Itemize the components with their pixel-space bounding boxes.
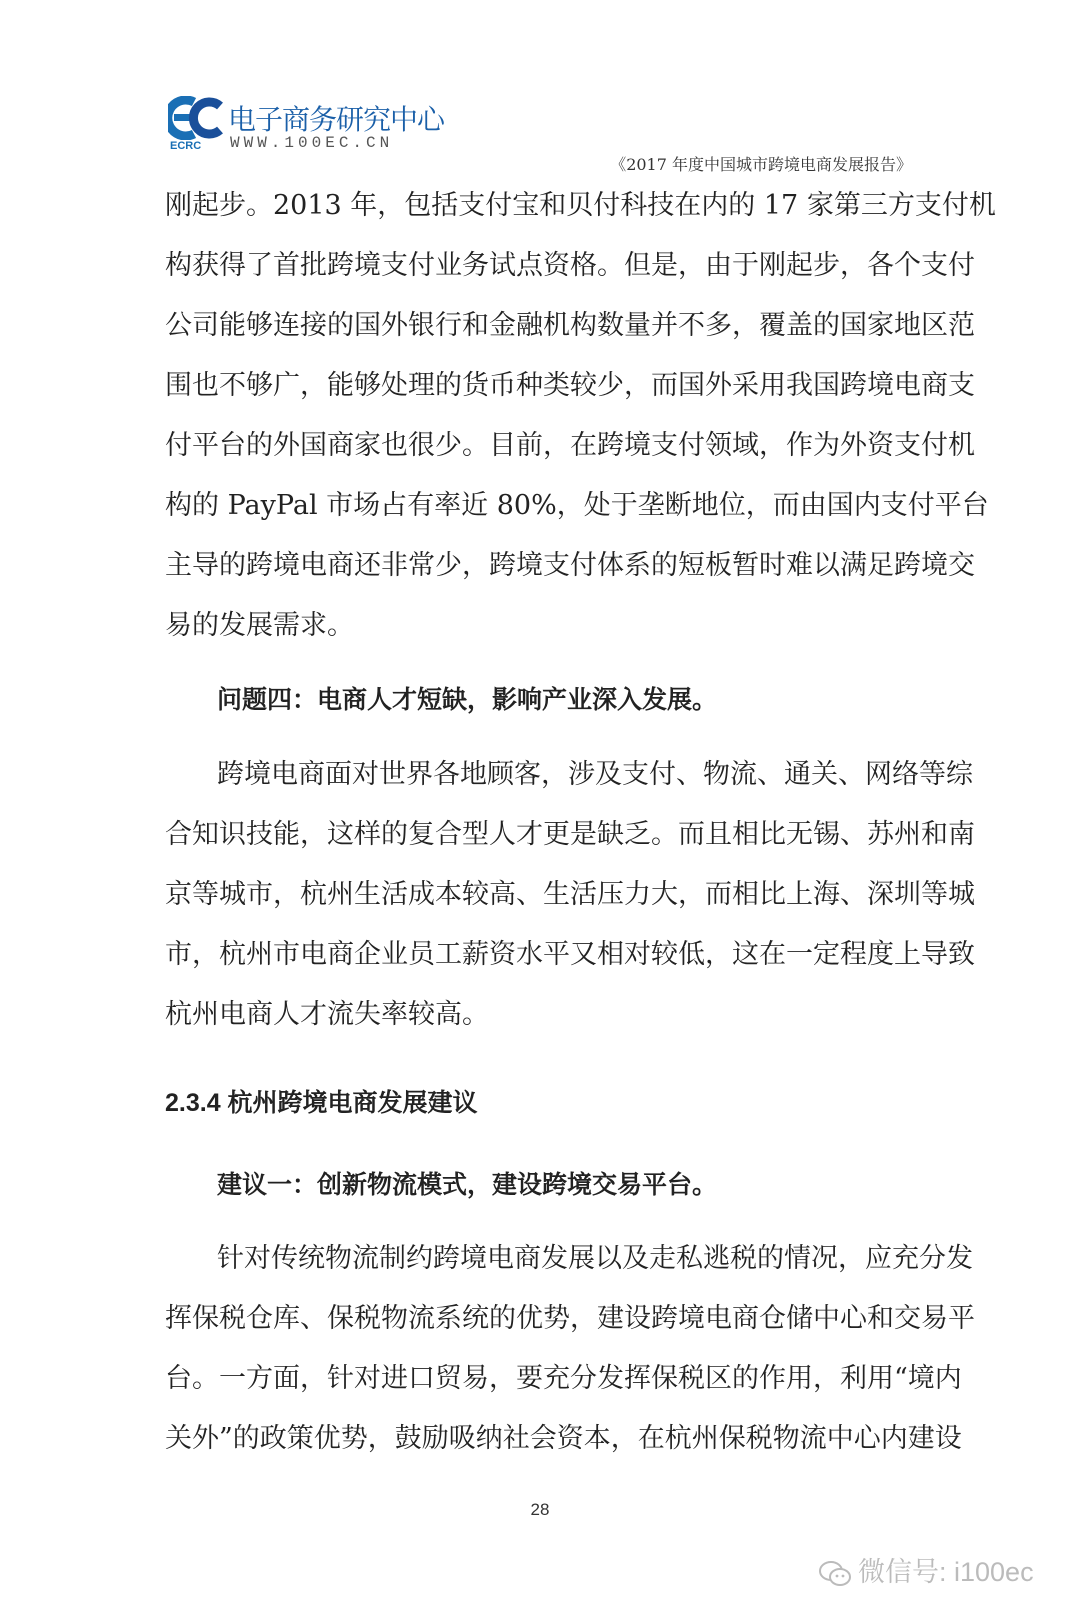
problem-heading: 问题四：电商人才短缺，影响产业深入发展。 xyxy=(217,685,718,714)
body-line: 易的发展需求。 xyxy=(165,610,354,641)
body-line: 主导的跨境电商还非常少，跨境支付体系的短板暂时难以满足跨境交 xyxy=(165,550,975,581)
page-number: 28 xyxy=(530,1500,550,1519)
body-line: 关外”的政策优势，鼓励吸纳社会资本，在杭州保税物流中心内建设 xyxy=(165,1423,962,1454)
body-line: 刚起步。2013 年，包括支付宝和贝付科技在内的 17 家第三方支付机 xyxy=(165,190,996,221)
body-line: 围也不够广，能够处理的货币种类较少，而国外采用我国跨境电商支 xyxy=(165,370,975,401)
body-line: 杭州电商人才流失率较高。 xyxy=(165,999,489,1030)
body-line: 台。一方面，针对进口贸易，要充分发挥保税区的作用，利用“境内 xyxy=(165,1363,962,1394)
body-line: 市，杭州市电商企业员工薪资水平又相对较低，这在一定程度上导致 xyxy=(165,939,975,970)
body-line: 付平台的外国商家也很少。目前，在跨境支付领域，作为外资支付机 xyxy=(165,430,975,461)
body-line: 构获得了首批跨境支付业务试点资格。但是，由于刚起步，各个支付 xyxy=(165,250,975,281)
body-line: 公司能够连接的国外银行和金融机构数量并不多，覆盖的国家地区范 xyxy=(165,310,975,341)
suggestion-heading: 建议一：创新物流模式，建设跨境交易平台。 xyxy=(217,1170,718,1199)
wechat-icon xyxy=(818,1560,852,1588)
ec-logo-icon xyxy=(168,96,224,140)
report-title: 《2017 年度中国城市跨境电商发展报告》 xyxy=(610,155,912,174)
ecrc-logo xyxy=(168,96,445,154)
logo-abbr: ECRC xyxy=(170,140,202,152)
wechat-watermark xyxy=(818,1550,1034,1589)
body-line: 构的 PayPal 市场占有率近 80%，处于垄断地位，而由国内支付平台 xyxy=(165,490,989,521)
body-line: 跨境电商面对世界各地顾客，涉及支付、物流、通关、网络等综 xyxy=(217,759,973,790)
watermark-text: 微信号: i100ec xyxy=(858,1557,1034,1587)
body-line: 挥保税仓库、保税物流系统的优势，建设跨境电商仓储中心和交易平 xyxy=(165,1303,975,1334)
body-line: 京等城市，杭州生活成本较高、生活压力大，而相比上海、深圳等城 xyxy=(165,879,975,910)
logo-url: WWW.100EC.CN xyxy=(230,134,394,152)
section-title: 2.3.4 杭州跨境电商发展建议 xyxy=(165,1089,478,1117)
logo-title: 电子商务研究中心 xyxy=(228,104,445,135)
body-line: 合知识技能，这样的复合型人才更是缺乏。而且相比无锡、苏州和南 xyxy=(165,819,975,850)
body-line: 针对传统物流制约跨境电商发展以及走私逃税的情况，应充分发 xyxy=(217,1243,973,1274)
